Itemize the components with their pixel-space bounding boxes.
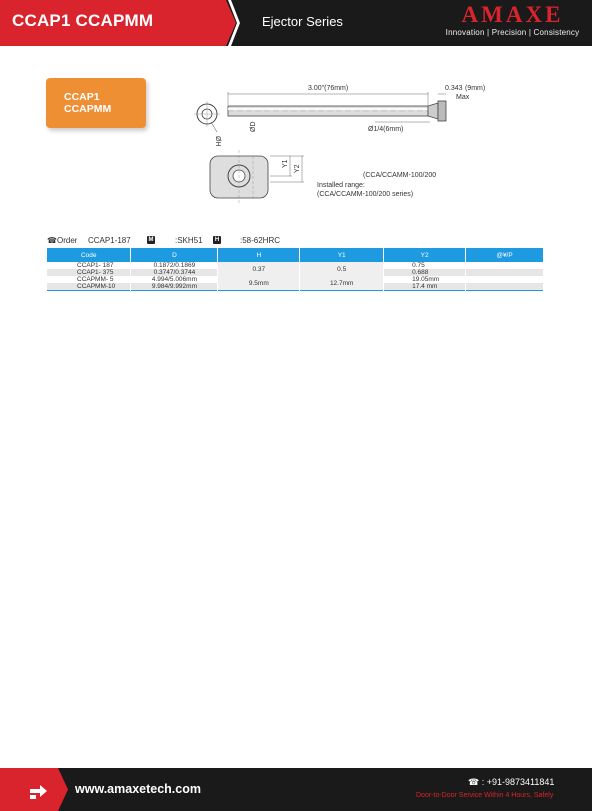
cell-h: 0.37 — [218, 262, 300, 276]
cell-price — [466, 283, 544, 291]
cell-price — [466, 262, 544, 269]
footer-tagline: Door-to-Door Service Within 4 Hours, Safely — [416, 792, 554, 799]
d-label: ØD — [250, 121, 257, 132]
cell-code: CCAP1- 375 — [47, 269, 131, 276]
link-hand-icon — [28, 779, 50, 801]
cell-y2: 0.688 — [384, 269, 466, 276]
table-header-row — [47, 248, 544, 262]
material-value: :SKH51 — [175, 236, 203, 245]
length-dim: 3.00"(76mm) — [308, 85, 349, 92]
pin-side-view — [228, 85, 485, 133]
order-info — [47, 236, 547, 248]
cell-d: 0.3747/0.3744 — [131, 269, 218, 276]
shank-dim: Ø1/4(6mm) — [368, 126, 404, 133]
cell-code: CCAPMM- 5 — [47, 276, 131, 283]
h-label: ØH — [214, 136, 221, 147]
note-line1: (CCA/CCAMM-100/200 — [363, 172, 437, 179]
table-row — [47, 276, 544, 283]
website-link[interactable]: www.amaxetech.com — [75, 782, 201, 796]
cavity-view — [210, 150, 304, 204]
cell-y1: 0.5 — [300, 262, 384, 276]
material-icon: M — [148, 237, 154, 243]
page-footer — [0, 768, 592, 811]
cell-d: 9.984/9.992mm — [131, 283, 218, 291]
page-title: CCAP1 CCAPMM — [12, 11, 154, 30]
col-header-h: H — [218, 248, 300, 262]
table-row — [47, 262, 544, 269]
product-tag-line1: CCAP1 — [64, 91, 100, 103]
brand-name: AMAXE — [461, 2, 564, 27]
brand-logo — [440, 3, 585, 37]
series-title: Ejector Series — [262, 14, 343, 29]
cell-h: 9.5mm — [218, 276, 300, 291]
phone-value: : +91-9873411841 — [481, 777, 555, 787]
cell-y2: 19.05mm — [384, 276, 466, 283]
order-example: CCAP1-187 — [88, 236, 131, 245]
cell-d: 4.994/5.006mm — [131, 276, 218, 283]
col-header-price: @¥/P — [466, 248, 544, 262]
spec-table — [47, 248, 544, 291]
col-header-d: D — [131, 248, 218, 262]
technical-drawing — [180, 70, 510, 220]
note-line2: Installed range: — [317, 182, 365, 189]
page-header — [0, 0, 592, 46]
phone-number: ☎ : +91-9873411841 — [468, 777, 555, 787]
col-header-y2: Y2 — [384, 248, 466, 262]
hardness-icon: H — [214, 237, 220, 243]
y1-label: Y1 — [282, 159, 289, 168]
cell-price — [466, 276, 544, 283]
product-tag — [46, 78, 146, 128]
note-line3: (CCA/CCAMM-100/200 series) — [317, 191, 414, 198]
end-view — [194, 101, 221, 147]
phone-icon: ☎ — [47, 236, 57, 245]
hardness-value: :58-62HRC — [240, 236, 281, 245]
product-tag-line2: CCAPMM — [64, 103, 112, 115]
head-dim: 0.343 — [445, 85, 463, 92]
cell-y2: 0.75 — [384, 262, 466, 269]
max-label: Max — [456, 94, 470, 101]
y2-label: Y2 — [294, 164, 301, 173]
cell-y1: 12.7mm — [300, 276, 384, 291]
cell-price — [466, 269, 544, 276]
cell-code: CCAP1- 187 — [47, 262, 131, 269]
brand-tagline: Innovation | Precision | Consistency — [445, 28, 580, 37]
cell-code: CCAPMM-10 — [47, 283, 131, 291]
cell-d: 0.1872/0.1869 — [131, 262, 218, 269]
head-dim-unit: (9mm) — [465, 85, 486, 92]
col-header-y1: Y1 — [300, 248, 384, 262]
col-header-code: Code — [47, 248, 131, 262]
order-label: Order — [57, 236, 78, 245]
cell-y2: 17.4 mm — [384, 283, 466, 291]
